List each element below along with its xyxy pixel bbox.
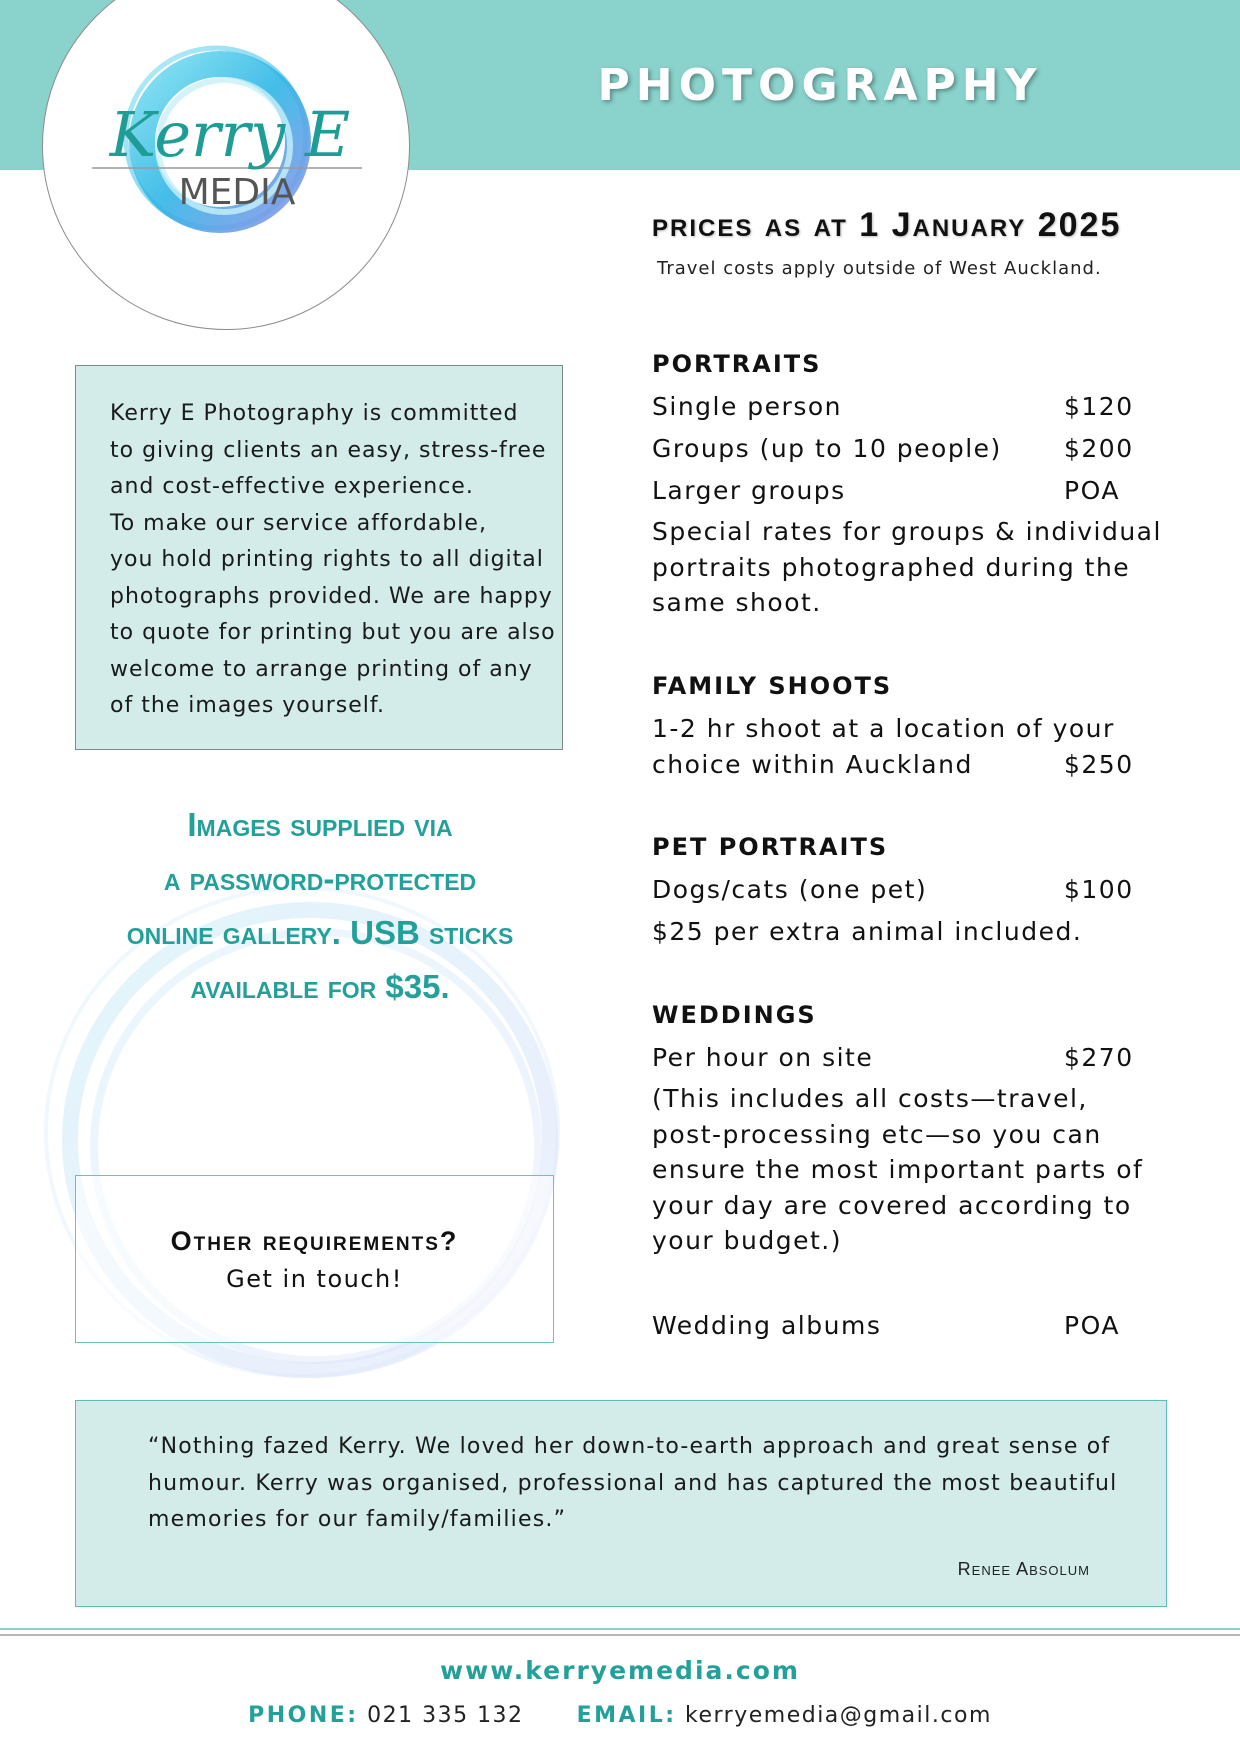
email-address[interactable]: kerryemedia@gmail.com [685,1703,992,1728]
testimonial-box [75,1400,1167,1607]
footer-divider [0,1634,1240,1636]
price-row-value: POA [1064,476,1120,505]
price-row-value: $200 [1064,434,1134,463]
portraits-heading: PORTRAITS [652,350,822,378]
contact-line [0,1703,1240,1728]
price-row-value: $270 [1064,1043,1134,1072]
price-row-label: Per hour on site [652,1043,874,1072]
price-row-value: POA [1064,1311,1120,1340]
portraits-note: Special rates for groups & individual portraits photographed during the same shoot. [652,517,1162,617]
price-row-value: $250 [1064,750,1134,779]
logo [42,0,410,330]
page-title: PHOTOGRAPHY [597,60,1043,111]
logo-media-text: MEDIA [178,172,296,213]
phone-label: PHONE: [248,1703,359,1728]
get-in-touch-text: Get in touch! [226,1265,403,1293]
family-line-1: 1-2 hr shoot at a location of your [652,714,1115,743]
other-requirements-box [75,1175,554,1343]
price-row-label: Single person [652,392,842,421]
price-row-label: Wedding albums [652,1311,882,1340]
prices-heading: prices as at 1 January 2025 [652,206,1122,244]
travel-note: Travel costs apply outside of West Auckland. [657,258,1102,279]
family-shoots-heading: FAMILY SHOOTS [652,672,893,700]
other-requirements-title: Other requirements? [170,1226,459,1256]
intro-box [75,365,563,750]
logo-script-text: Kerry E [109,98,351,171]
price-row-label: Groups (up to 10 people) [652,434,1002,463]
weddings-note: (This includes all costs—travel, post-processing etc—so you can ensure the most important parts of your day are covered according to your budget.) [652,1084,1144,1255]
footer-divider [0,1628,1240,1630]
pet-portraits-heading: PET PORTRAITS [652,833,889,861]
email-label: EMAIL: [576,1703,677,1728]
price-row-value: $120 [1064,392,1134,421]
price-row-label: choice within Auckland [652,750,973,779]
gallery-usb-note: Images supplied via a password-protected online gallery. USB sticks available for $35. [126,806,514,1005]
pet-extra-note: $25 per extra animal included. [652,917,1083,946]
weddings-heading: WEDDINGS [652,1001,817,1029]
website-link[interactable]: www.kerryemedia.com [440,1656,800,1685]
testimonial-quote: “Nothing fazed Kerry. We loved her down-to-earth approach and great sense of humour. Kerry was organised, professional and has captured the most beautiful memories for our family/families.” [148,1434,1118,1532]
testimonial-author: Renee Absolum [957,1559,1090,1579]
price-row-label: Larger groups [652,476,846,505]
price-row-value: $100 [1064,875,1134,904]
phone-number[interactable]: 021 335 132 [367,1703,524,1728]
price-row-label: Dogs/cats (one pet) [652,875,928,904]
intro-text: Kerry E Photography is committed to giving clients an easy, stress-free and cost-effective experience. To make our service affordable, you hold printing rights to all digital photographs provided. We are happy to quote for printing but you are also welcome to arrange printing of any of the images yourself. [110,401,556,718]
